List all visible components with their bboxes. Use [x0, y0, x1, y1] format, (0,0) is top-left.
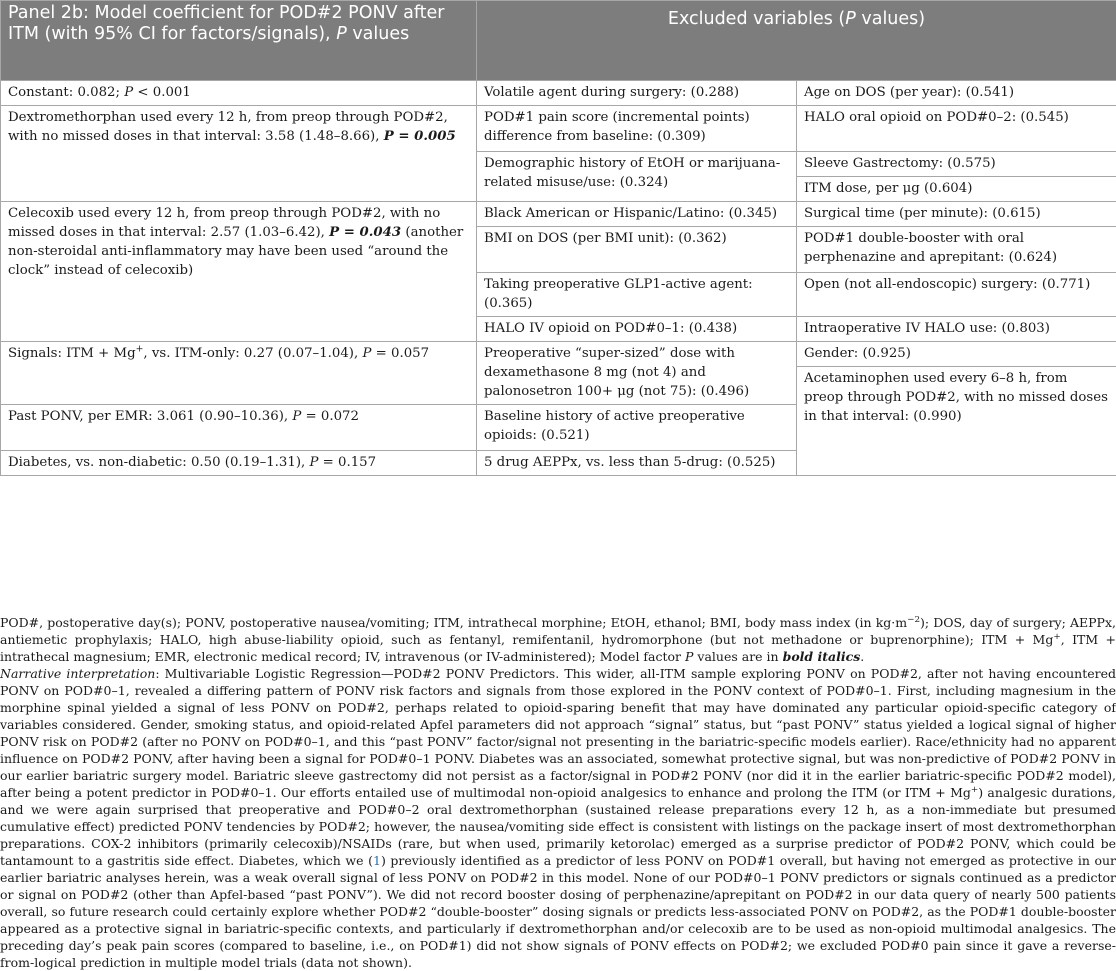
excluded-cell: Open (not all-endoscopic) surgery: (0.771)	[797, 273, 1116, 317]
excluded-cell: BMI on DOS (per BMI unit): (0.362)	[477, 227, 797, 273]
excluded-cell: Preoperative “super-sized” dose with dexamethasone 8 mg (not 4) and palonosetron 100+ μg (not 75): (0.496)	[477, 342, 797, 405]
excluded-cell: Acetaminophen used every 6–8 h, from preop through POD#2, with no missed doses in that interval: (0.990)	[797, 367, 1116, 476]
narrative-interpretation: Narrative interpretation: Multivariable Logistic Regression—POD#2 PONV Predictors. This wider, all-ITM sample exploring PONV on POD#2, after not having encountered PONV on POD#0–1, revealed a differing pattern of PONV risk factors and signals from those explored in the PONV context of POD#0–1. First, including magnesium in the morphine spinal yielded a signal of less PONV on POD#2, perhaps related to opioid-sparing benefit that may have dominated any particular opioid-specific category of variables considered. Gender, smoking status, and opioid-related Apfel parameters did not approach “signal” status, but “past PONV” status yielded a logical signal of higher PONV risk on POD#2 (after no PONV on POD#0–1, and this “past PONV” factor/signal not presenting in the bariatric-specific models earlier). Race/ethnicity had no apparent influence on POD#2 PONV, after having been a signal for POD#0–1 PONV. Diabetes was an associated, somewhat protective signal, but was non-predictive of POD#2 PONV in our earlier bariatric surgery model. Bariatric sleeve gastrectomy did not persist as a factor/signal in POD#2 PONV (nor did it in the earlier bariatric-specific POD#2 model), after being a potent predictor in POD#0–1. Our efforts entailed use of multimodal non-opioid analgesics to enhance and prolong the ITM (or ITM + Mg+) analgesic durations, and we were again surprised that preoperative and POD#0–2 oral dextromethorphan (sustained release preparations every 12 h, as a non-immediate but presumed cumulative effect) predicted PONV tendencies by POD#2; however, the nausea/vomiting side effect is consistent with listings on the package insert of most dextromethorphan preparations. COX-2 inhibitors (primarily celecoxib)/NSAIDs (rare, but when used, primarily ketorolac) emerged as a surprise predictor of POD#2 PONV, which could be tantamount to a gastritis side effect. Diabetes, which we (1) previously identified as a predictor of less PONV on POD#1 overall, but having not emerged as protective in our earlier bariatric analyses herein, was a weak overall signal of less PONV on POD#2 in this model. None of our POD#0–1 PONV predictors or signals continued as a predictor or signal on POD#2 (other than Apfel-based “past PONV”). We did not record booster dosing of perphenazine/aprepitant on POD#2 in our data query of nearly 500 patients overall, so future research could certainly explore whether POD#2 “double-booster” dosing signals or predicts less-associated PONV on POD#2, as the POD#1 double-booster appeared as a protective signal in bariatric-specific contexts, and particularly if dextromethorphan and/or celecoxib are to be used as non-opioid multimodal analgesics. The preceding day’s peak pain scores (compared to baseline, i.e., on POD#1) did not show signals of PONV effects on POD#2; we excluded POD#0 pain since it gave a reverse-from-logical prediction in multiple model trials (data not shown).	[0, 665, 1116, 971]
excluded-cell: POD#1 pain score (incremental points) difference from baseline: (0.309)	[477, 106, 797, 152]
header-excluded-variables: Excluded variables (P values)	[477, 1, 1116, 81]
excluded-cell: Volatile agent during surgery: (0.288)	[477, 81, 797, 106]
abbreviations-note: POD#, postoperative day(s); PONV, postoperative nausea/vomiting; ITM, intrathecal morphine; EtOH, ethanol; BMI, body mass index (in $kg\cdot m^{-2}$); DOS, day of surgery; AEPPx, antiemetic prophylaxis; HALO, high abuse-liability opioid, such as fentanyl, remifentanil, hydromorphone (but not methadone or buprenorphine); ITM + Mg+, ITM + intrathecal magnesium; EMR, electronic medical record; IV, intravenous (or IV-administered); Model factor P values are in bold italics.	[0, 614, 1116, 665]
regression-table	[0, 0, 1116, 476]
excluded-cell: POD#1 double-booster with oral perphenazine and aprepitant: (0.624)	[797, 227, 1116, 273]
excluded-cell: Black American or Hispanic/Latino: (0.345)	[477, 202, 797, 227]
cell-past-ponv: Past PONV, per EMR: 3.061 (0.90–10.36), P = 0.072	[1, 405, 477, 451]
excluded-cell: HALO oral opioid on POD#0–2: (0.545)	[797, 106, 1116, 152]
cell-diabetes: Diabetes, vs. non-diabetic: 0.50 (0.19–1.31), P = 0.157	[1, 451, 477, 476]
excluded-cell: ITM dose, per μg (0.604)	[797, 177, 1116, 202]
excluded-cell: Surgical time (per minute): (0.615)	[797, 202, 1116, 227]
cell-signals: Signals: ITM + Mg+, vs. ITM-only: 0.27 (0.07–1.04), P = 0.057	[1, 342, 477, 405]
excluded-cell: Gender: (0.925)	[797, 342, 1116, 367]
excluded-cell: Intraoperative IV HALO use: (0.803)	[797, 317, 1116, 342]
excluded-cell: Demographic history of EtOH or marijuana-related misuse/use: (0.324)	[477, 152, 797, 202]
excluded-cell: Age on DOS (per year): (0.541)	[797, 81, 1116, 106]
reference-link[interactable]: 1	[373, 853, 381, 868]
excluded-cell: Baseline history of active preoperative opioids: (0.521)	[477, 405, 797, 451]
cell-constant: Constant: 0.082; P < 0.001	[1, 81, 477, 106]
excluded-cell: 5 drug AEPPx, vs. less than 5-drug: (0.525)	[477, 451, 797, 476]
table-footnotes	[0, 614, 1116, 971]
header-model-coefficients: Panel 2b: Model coefficient for POD#2 PONV after ITM (with 95% CI for factors/signals), P values	[1, 1, 477, 81]
cell-celecoxib: Celecoxib used every 12 h, from preop through POD#2, with no missed doses in that interval: 2.57 (1.03–6.42), P = 0.043 (another non-steroidal anti-inflammatory may have been used “around the clock” instead of celecoxib)	[1, 202, 477, 342]
excluded-cell: Sleeve Gastrectomy: (0.575)	[797, 152, 1116, 177]
excluded-cell: HALO IV opioid on POD#0–1: (0.438)	[477, 317, 797, 342]
cell-dextromethorphan: Dextromethorphan used every 12 h, from preop through POD#2, with no missed doses in that interval: 3.58 (1.48–8.66), P = 0.005	[1, 106, 477, 202]
excluded-cell: Taking preoperative GLP1-active agent: (0.365)	[477, 273, 797, 317]
